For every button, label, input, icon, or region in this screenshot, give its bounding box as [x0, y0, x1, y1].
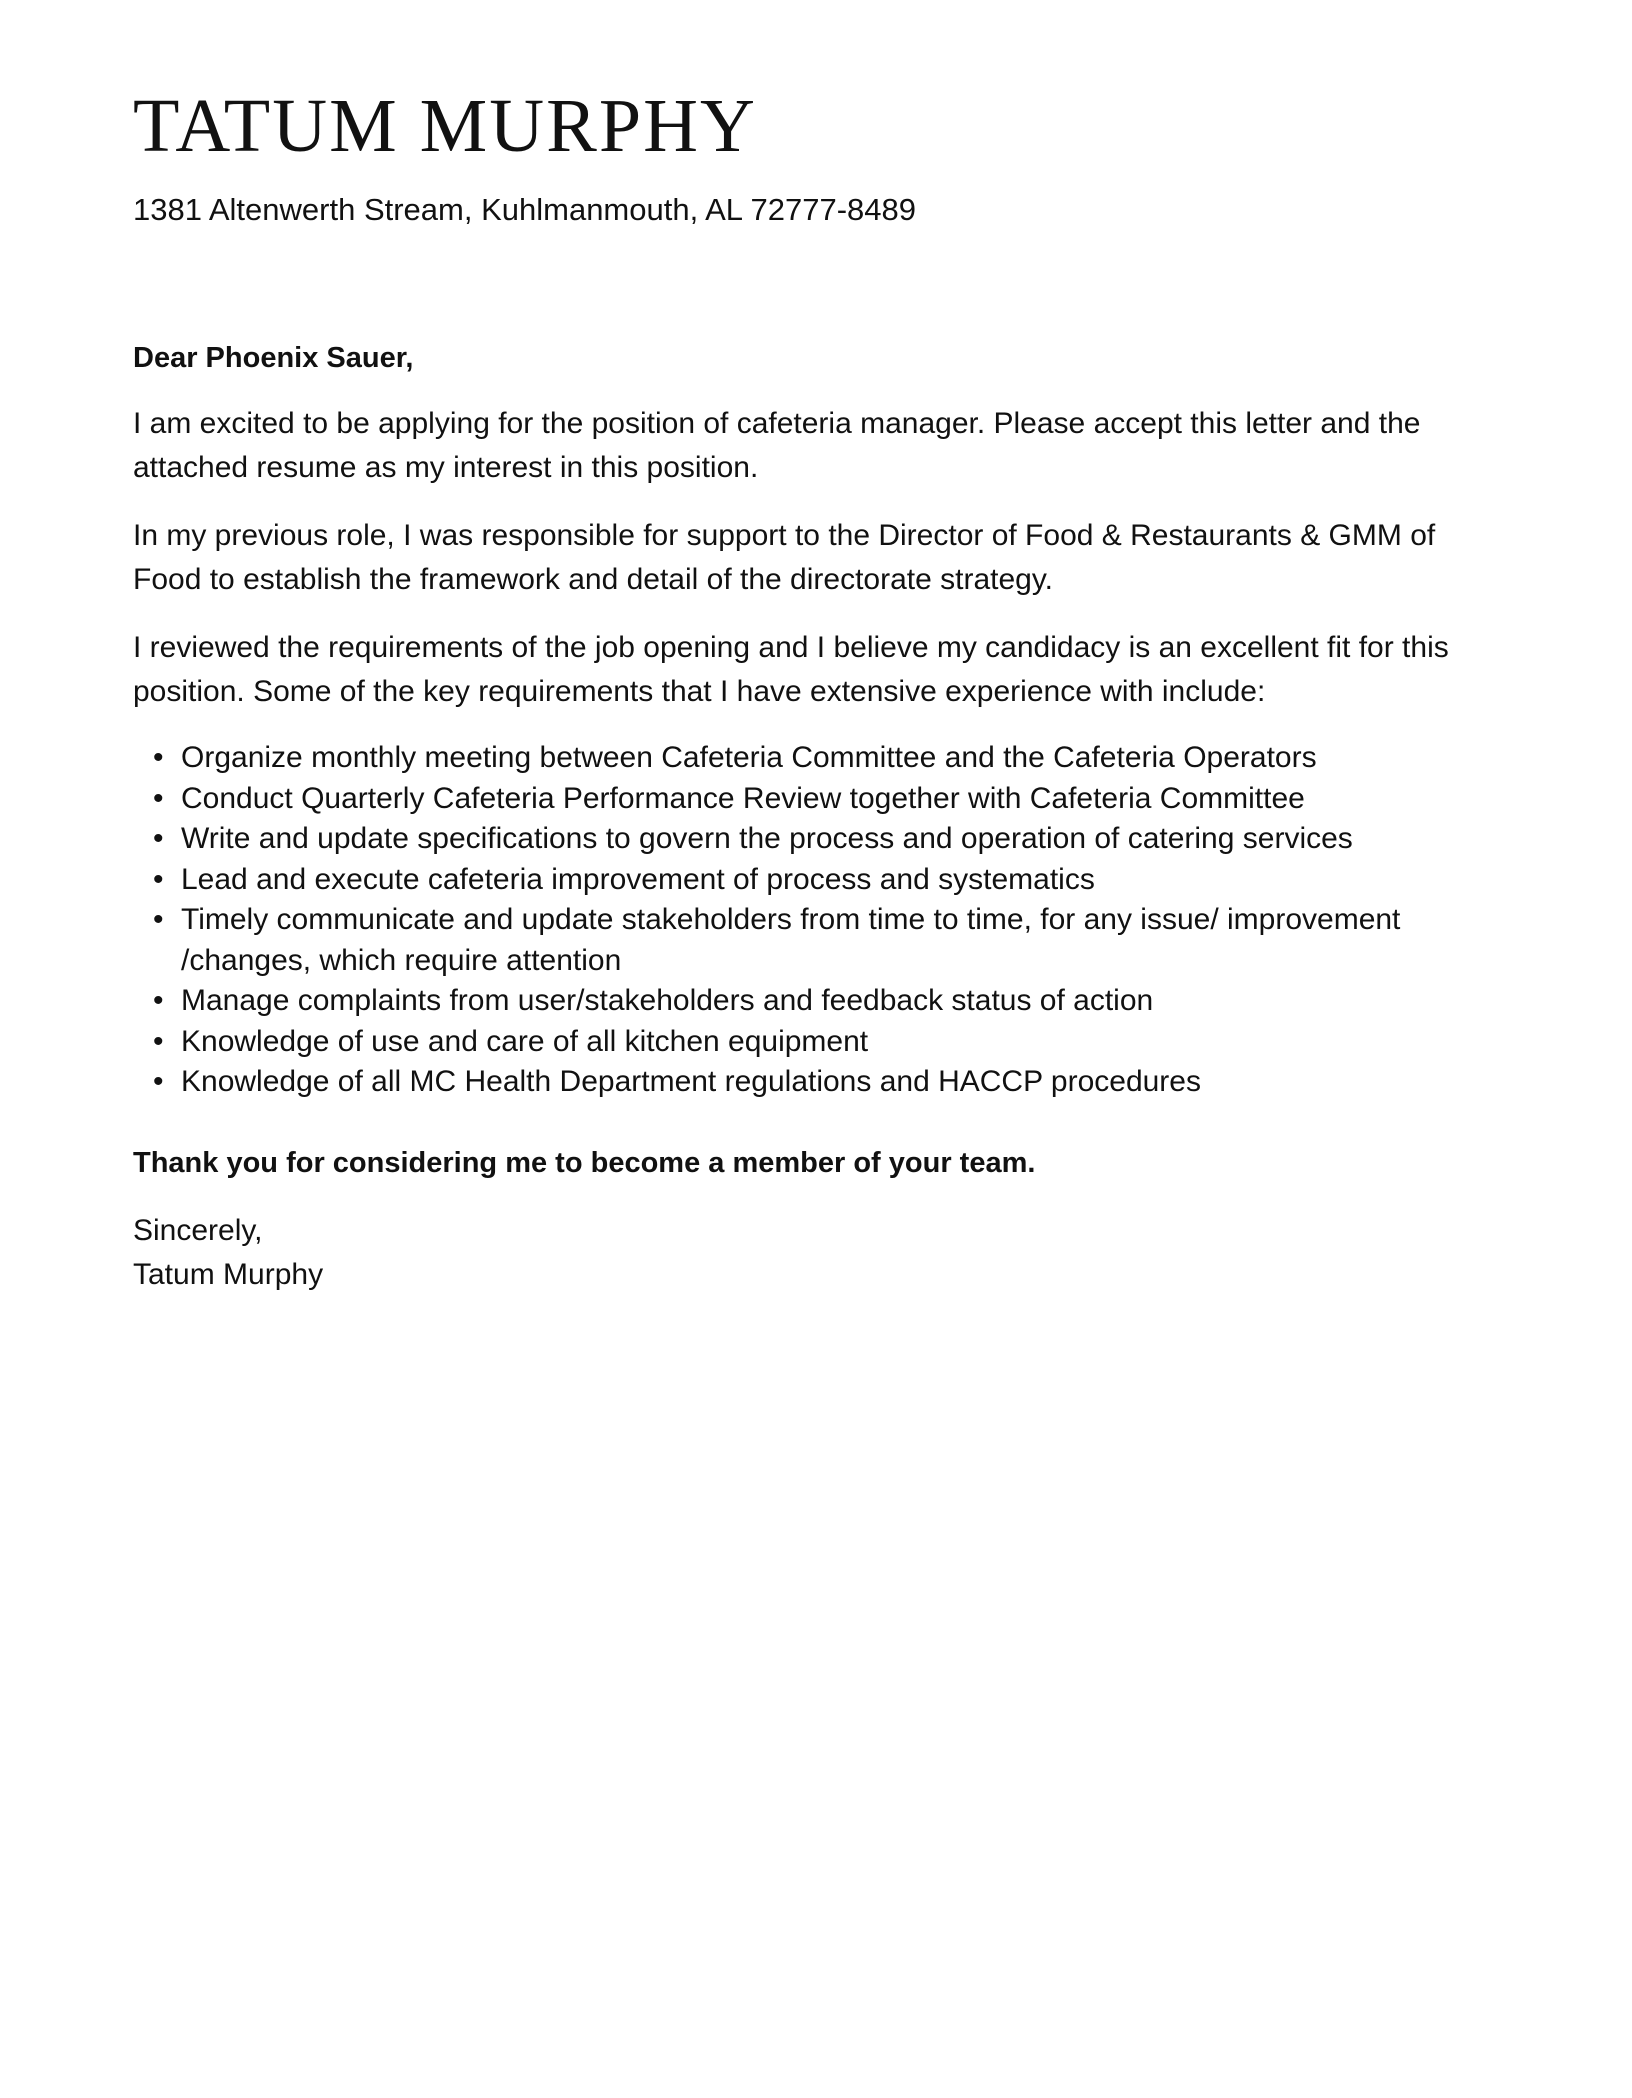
requirements-paragraph: I reviewed the requirements of the job opening and I believe my candidacy is an excellent fit for this position. Some of the key requirements that I have extensive experience with include: [133, 631, 1449, 708]
list-item-text: Knowledge of all MC Health Department regulations and HACCP procedures [181, 1065, 1201, 1098]
list-item [133, 819, 1503, 860]
applicant-address: 1381 Altenwerth Stream, Kuhlmanmouth, AL 72777-8489 [133, 192, 916, 227]
bullet-icon: • [153, 1065, 164, 1098]
list-item-text: Manage complaints from user/stakeholders and feedback status of action [181, 984, 1154, 1017]
list-item-text: Organize monthly meeting between Cafeteria Committee and the Cafeteria Operators [181, 741, 1317, 774]
bullet-icon: • [153, 984, 164, 1017]
bullet-icon: • [153, 781, 164, 815]
bullet-icon: • [153, 862, 164, 896]
requirements-list [133, 738, 1503, 1103]
list-item-text: Conduct Quarterly Cafeteria Performance Review together with Cafeteria Committee [181, 781, 1305, 815]
signoff-block [133, 1209, 1503, 1297]
list-item [133, 738, 1503, 779]
bullet-icon: • [153, 903, 164, 936]
closing-statement: Thank you for considering me to become a member of your team. [133, 1146, 1036, 1179]
list-item [133, 981, 1503, 1022]
cover-letter [133, 78, 1503, 1297]
bullet-icon: • [153, 1024, 164, 1058]
list-item [133, 900, 1503, 981]
list-item-text: Lead and execute cafeteria improvement of process and systematics [181, 862, 1095, 896]
list-item-text: Knowledge of use and care of all kitchen equipment [181, 1024, 869, 1058]
signoff-text: Sincerely, [133, 1213, 263, 1247]
list-item [133, 779, 1503, 820]
list-item [133, 860, 1503, 901]
intro-paragraph: I am excited to be applying for the position of cafeteria manager. Please accept this letter and the attached resume as my interest in this position. [133, 407, 1421, 484]
list-item [133, 1062, 1503, 1103]
signature-name: Tatum Murphy [133, 1257, 324, 1291]
list-item-text: Timely communicate and update stakeholders from time to time, for any issue/ improvement /changes, which require attention [181, 903, 1401, 977]
applicant-name: TATUM MURPHY [133, 84, 757, 168]
experience-paragraph: In my previous role, I was responsible for support to the Director of Food & Restaurants & GMM of Food to establish the framework and detail of the directorate strategy. [133, 519, 1436, 596]
bullet-icon: • [153, 822, 164, 855]
bullet-icon: • [153, 741, 164, 774]
letter-greeting: Dear Phoenix Sauer, [133, 342, 414, 374]
list-item-text: Write and update specifications to govern the process and operation of catering services [181, 822, 1353, 855]
list-item [133, 1022, 1503, 1063]
